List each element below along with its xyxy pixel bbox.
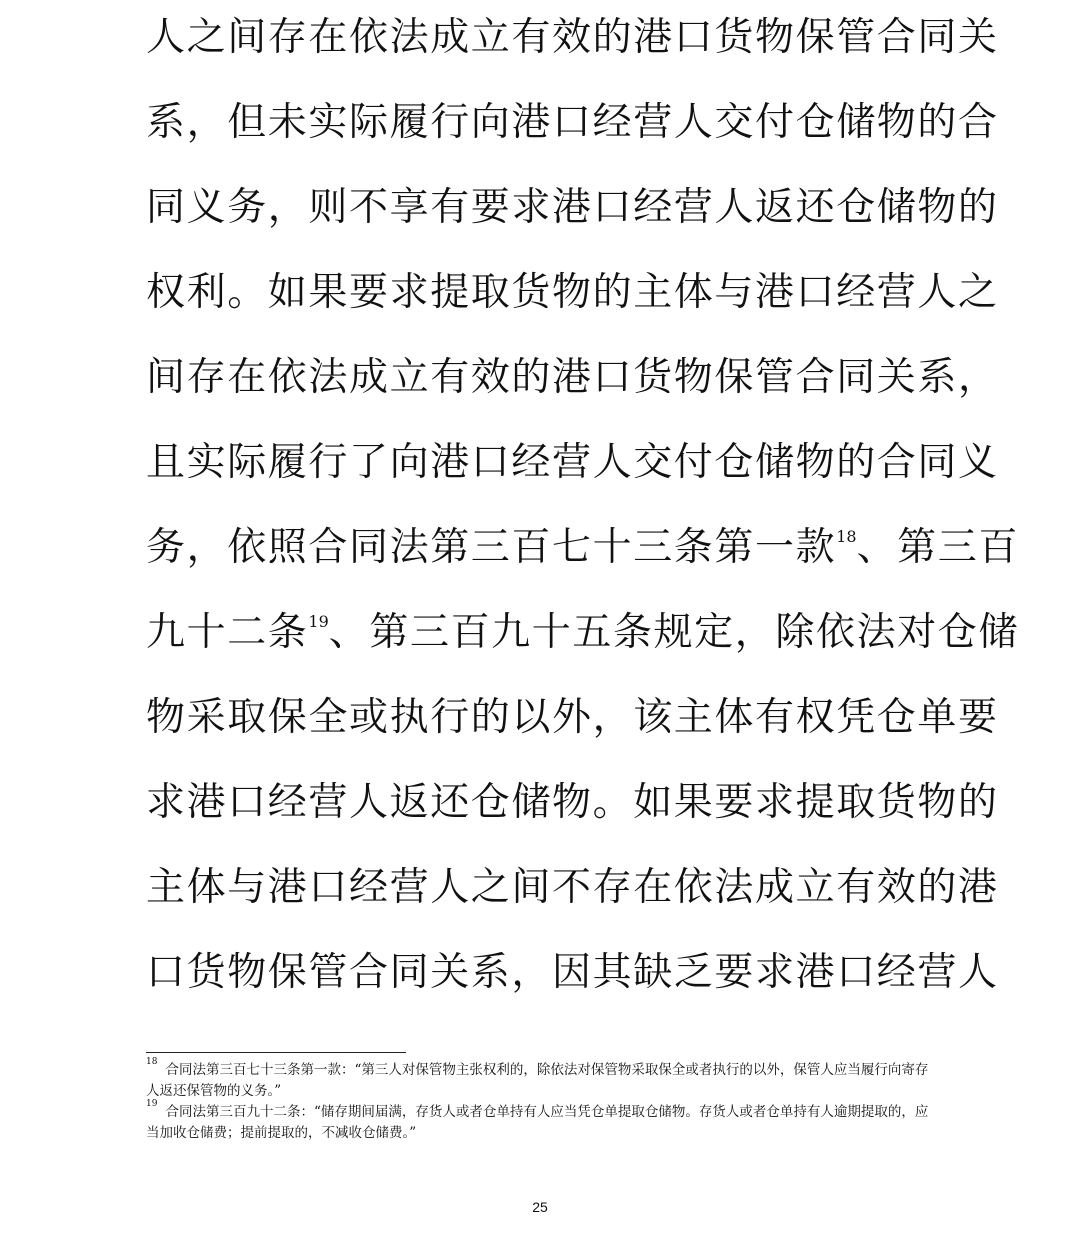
body-line-4: 权利。如果要求提取货物的主体与港口经营人之: [146, 270, 999, 315]
body-line-7-text: 务，依照合同法第三百七十三条第一款: [146, 525, 837, 570]
footnote-number: 19: [146, 1098, 158, 1109]
body-line-2: 系，但未实际履行向港口经营人交付仓储物的合: [146, 100, 999, 145]
body-line-7: [146, 518, 1019, 578]
footnote-text: 合同法第三百七十三条第一款：“第三人对保管物主张权利的，除依法对保管物采取保全或者执行的以外，保管人应当履行向寄存: [165, 1062, 929, 1078]
body-line-10: 求港口经营人返还仓储物。如果要求提取货物的: [146, 780, 999, 825]
footnote-18-continued: 人返还保管物的义务。”: [146, 1083, 282, 1099]
footnote-separator: [146, 1052, 406, 1053]
footnote-text: 合同法第三百九十二条：“储存期间届满，存货人或者仓单持有人应当凭仓单提取仓储物。存货人或者仓单持有人逾期提取的，应: [165, 1104, 929, 1120]
body-line-1: 人之间存在依法成立有效的港口货物保管合同关: [146, 15, 999, 60]
body-line-7-text-end: 、第三百: [856, 525, 1019, 570]
footnote-number: 18: [146, 1056, 158, 1067]
body-line-8-text-end: 、第三百九十五条规定，除依法对仓储: [328, 610, 1019, 655]
body-line-6: 且实际履行了向港口经营人交付仓储物的合同义: [146, 440, 999, 485]
footnote-19: [146, 1098, 952, 1123]
body-line-8: [146, 603, 1019, 663]
footnote-ref-19[interactable]: 19: [308, 612, 329, 631]
body-line-5: 间存在依法成立有效的港口货物保管合同关系，: [146, 355, 999, 400]
body-line-9: 物采取保全或执行的以外，该主体有权凭仓单要: [146, 695, 999, 740]
page-number: 25: [532, 1199, 548, 1215]
body-line-12: 口货物保管合同关系，因其缺乏要求港口经营人: [146, 950, 999, 995]
body-line-3: 同义务，则不享有要求港口经营人返还仓储物的: [146, 185, 999, 230]
footnotes: [146, 1056, 952, 1144]
footnote-19-continued: 当加收仓储费；提前提取的，不减收仓储费。”: [146, 1125, 417, 1141]
body-line-11: 主体与港口经营人之间不存在依法成立有效的港: [146, 865, 999, 910]
body-line-8-text: 九十二条: [146, 610, 309, 655]
footnote-18: [146, 1056, 952, 1081]
footnote-ref-18[interactable]: 18: [836, 527, 857, 546]
